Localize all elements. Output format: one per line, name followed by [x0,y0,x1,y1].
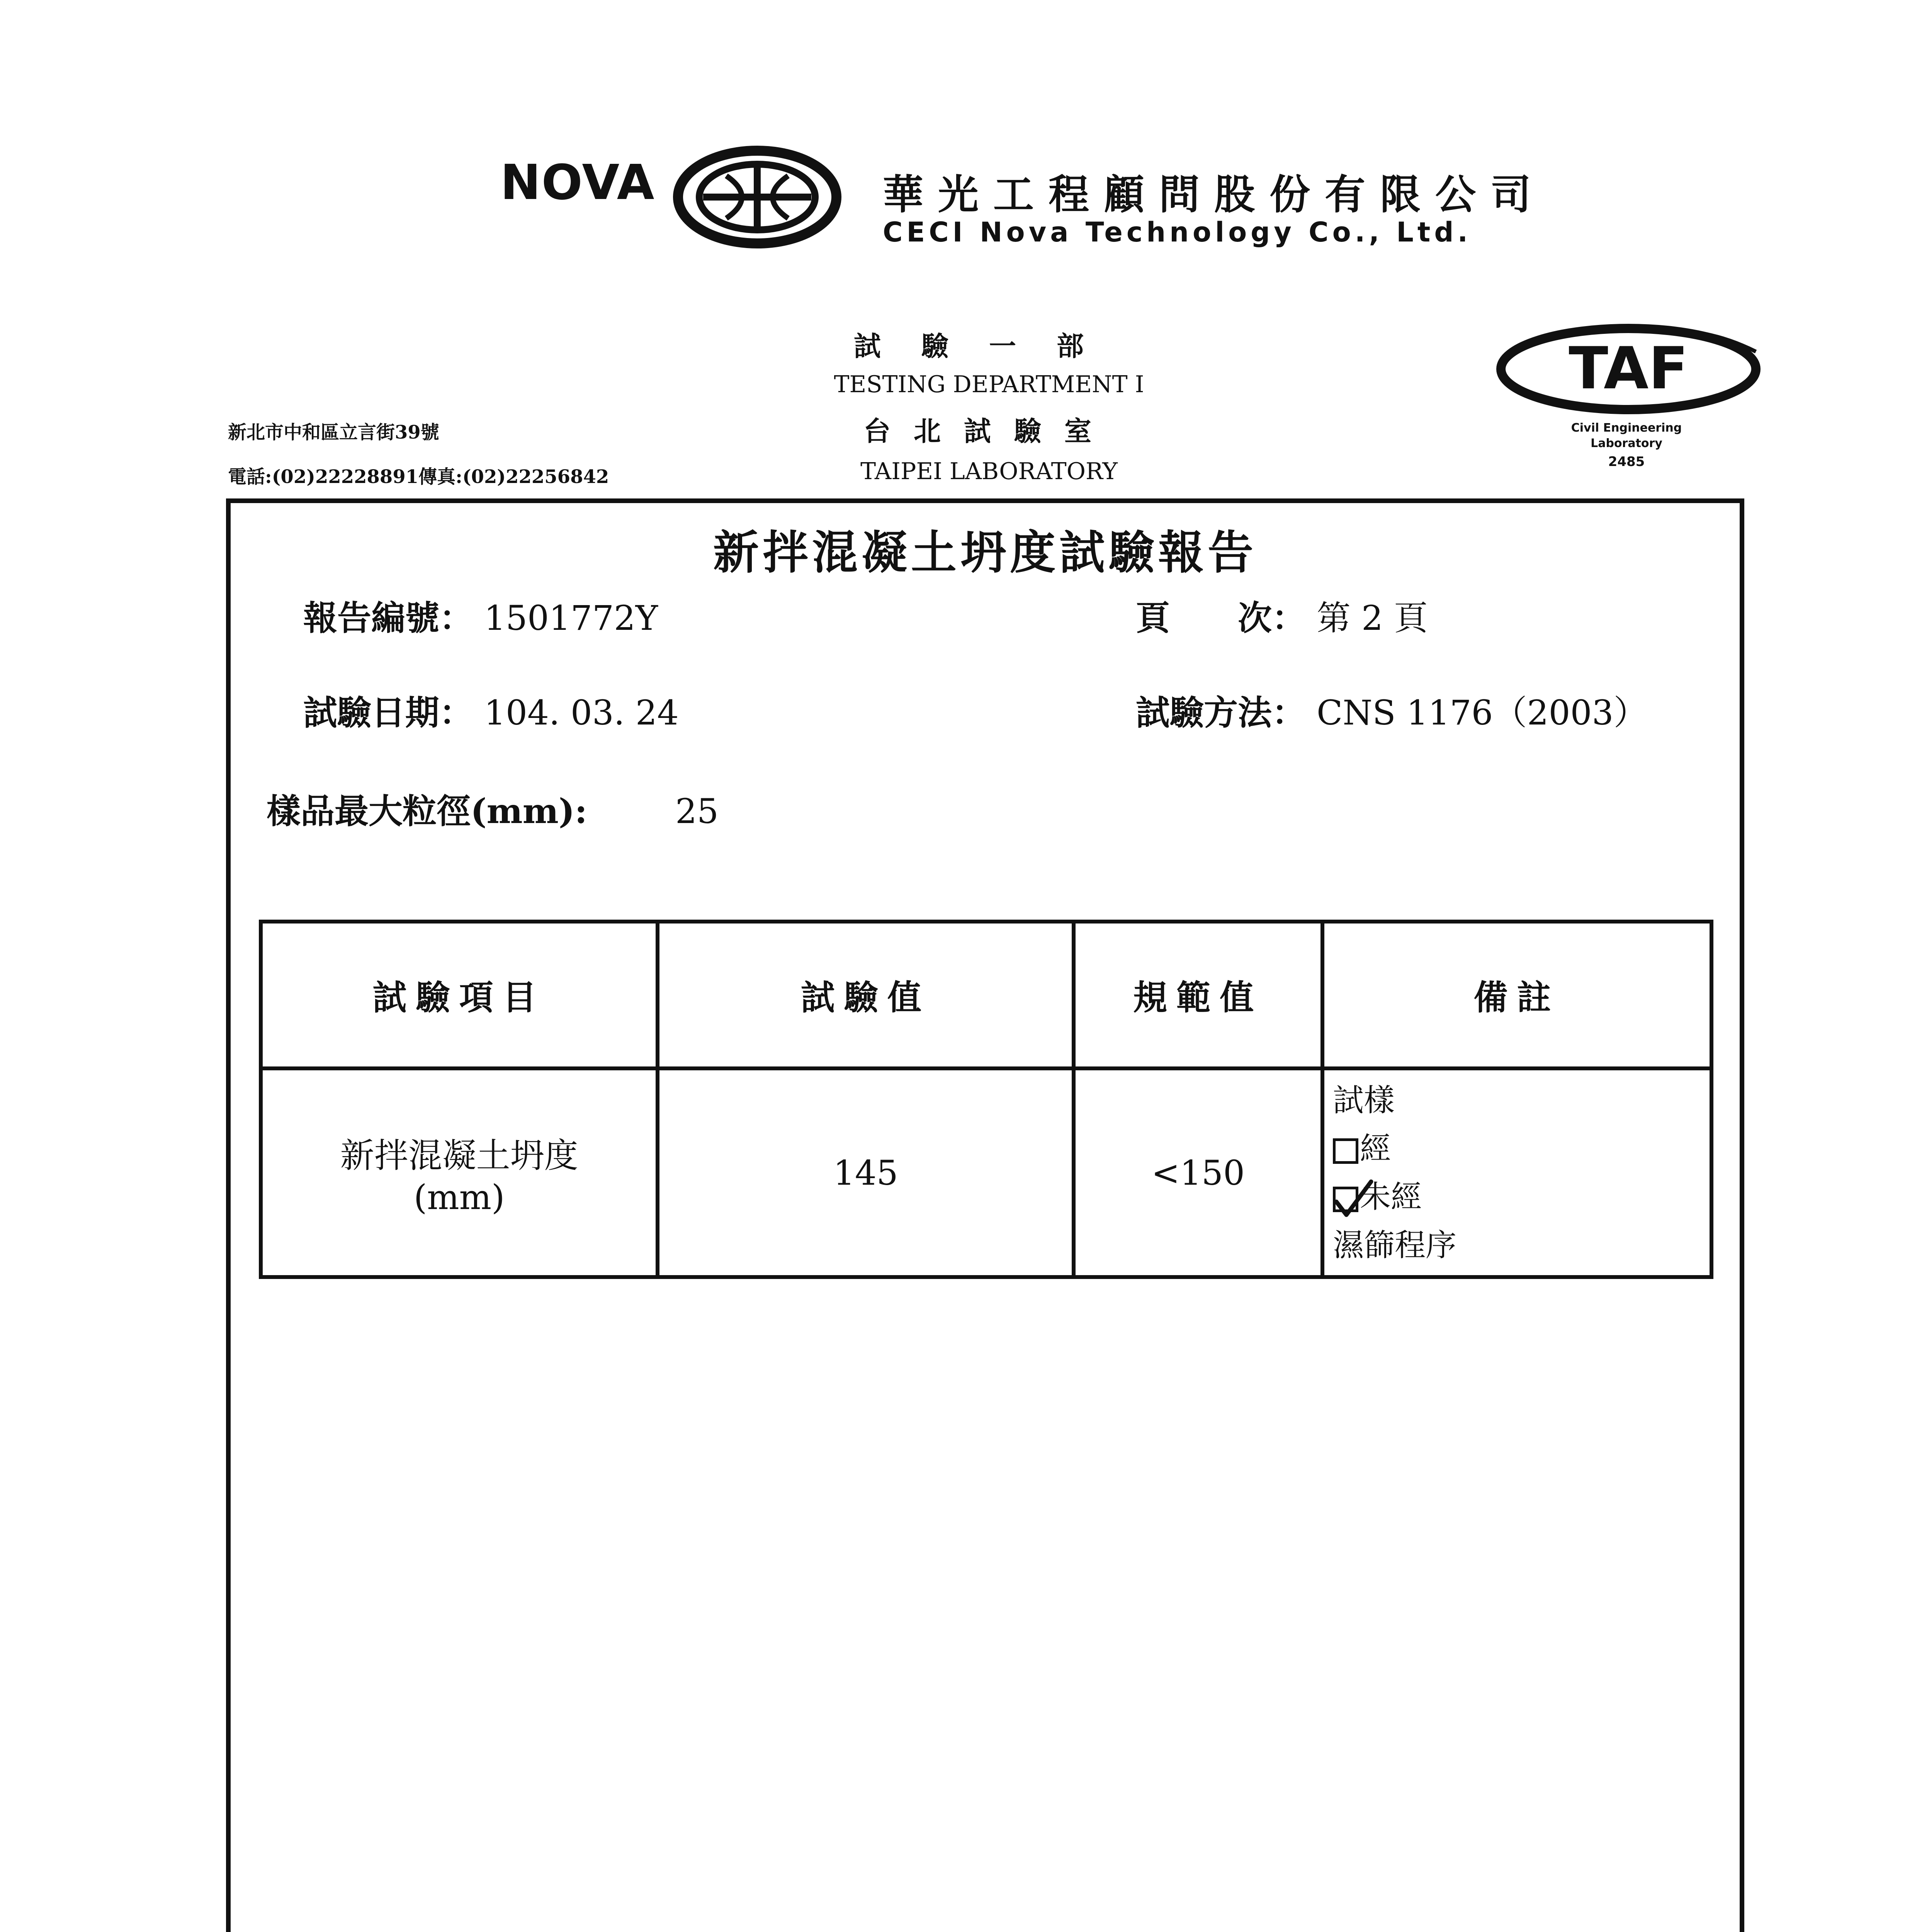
remarks-option-not-wet-sieved [1333,1173,1710,1221]
header-test-value: 試驗值 [658,922,1074,1068]
test-date-value: 104. 03. 24 [484,693,679,733]
checkbox-unchecked[interactable] [1333,1138,1358,1164]
cell-test-item [261,1068,658,1277]
cell-remarks [1322,1068,1711,1277]
remarks-sample-label: 試樣 [1332,1082,1395,1118]
company-name-chinese: 華光工程顧問股份有限公司 [883,170,1546,218]
test-method-value: CNS 1176（2003） [1317,693,1648,733]
cell-test-value: 145 [658,1068,1074,1277]
company-phone-fax: 電話:(02)22228891傳真:(02)22256842 [228,466,609,488]
laboratory-chinese: 台北試驗室 [863,415,1115,447]
test-item-name: 新拌混凝土坍度 [340,1135,578,1175]
checkmark-icon [1331,1179,1373,1222]
taf-number: 2485 [1608,454,1645,469]
test-method-label: 試驗方法： [1136,692,1306,733]
laboratory-english: TAIPEI LABORATORY [860,458,1118,485]
test-item-unit: (mm) [413,1177,505,1217]
table-row [261,1068,1711,1277]
table-header-row [261,922,1711,1068]
company-globe-logo [668,145,846,249]
max-particle-size-field [267,784,719,833]
cell-spec-value: <150 [1074,1068,1322,1277]
test-date-label: 試驗日期： [303,692,474,733]
header-spec-value: 規範值 [1074,922,1322,1068]
taf-line-1: Civil Engineering [1571,421,1682,435]
page-number-value: 第 2 頁 [1317,598,1428,638]
max-particle-size-label: 樣品最大粒徑(mm): [267,791,587,831]
report-number-value: 1501772Y [484,598,658,638]
nova-wordmark: NOVA [500,155,655,211]
taf-line-2: Laboratory [1591,437,1662,450]
department-english: TESTING DEPARTMENT I [834,371,1144,398]
taf-logo-text: TAF [1569,335,1688,402]
department-chinese: 試驗一部 [854,330,1124,362]
header-remarks: 備註 [1322,922,1711,1068]
checkbox-checked[interactable] [1333,1187,1358,1212]
max-particle-size-value: 25 [675,791,719,831]
test-method-field [1136,686,1648,735]
test-date-field [303,686,679,735]
results-table [259,920,1713,1279]
company-address: 新北市中和區立言街39號 [228,422,439,443]
report-number-field [303,591,658,640]
remarks-option1-label: 經 [1360,1131,1391,1167]
page-number-label: 頁 次： [1136,598,1306,638]
header-test-item: 試驗項目 [261,922,658,1068]
taf-accreditation-logo [1489,317,1767,421]
report-number-label: 報告編號： [303,598,474,638]
remarks-procedure-label: 濕篩程序 [1332,1227,1456,1263]
company-name-english: CECI Nova Technology Co., Ltd. [883,216,1472,248]
report-title: 新拌混凝土坍度試驗報告 [713,526,1257,579]
page-number-field [1136,591,1428,640]
remarks-option-wet-sieved [1333,1124,1710,1173]
remarks-option2-label: 未經 [1360,1179,1422,1215]
